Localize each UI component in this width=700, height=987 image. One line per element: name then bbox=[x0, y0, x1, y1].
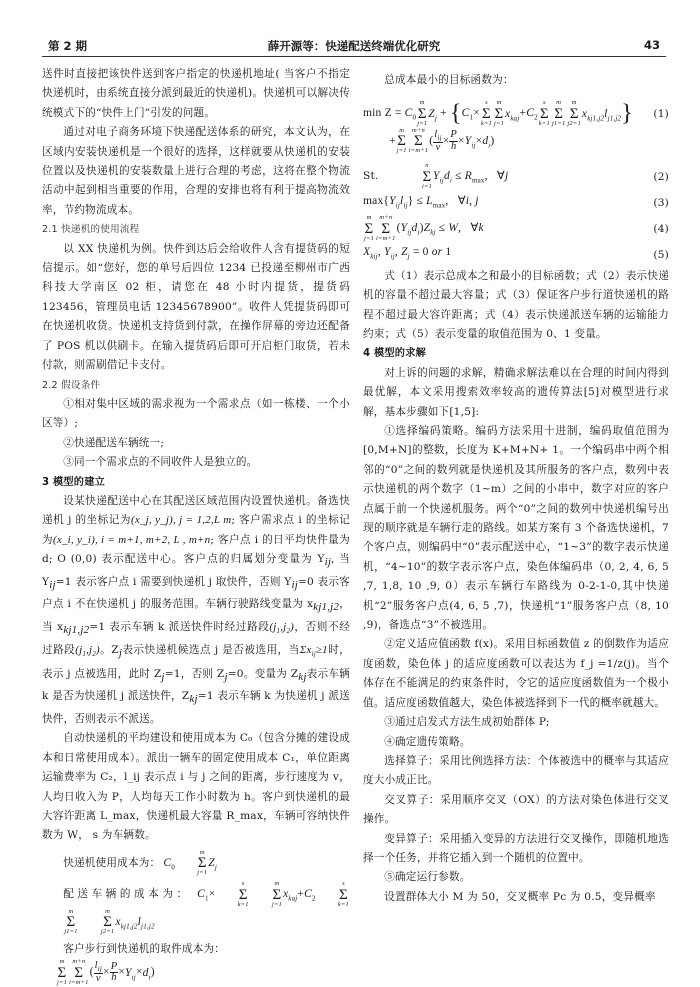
equation-number: (3) bbox=[653, 196, 669, 209]
cost-walk: 客户步行到快递机的取件成本为： bbox=[63, 943, 226, 956]
equation-2: St. n Σ i=1 $Y_{ij}d_i \le R_{max}$, ∀j (2) bbox=[363, 162, 669, 190]
equation-4: m Σ j=1 m+n Σ i=m+1 $(Y_{ij}d_i)Z_{kj} \le W$, ∀k (4) bbox=[364, 214, 669, 242]
equation-1-cont: + m Σ j=1 m+n Σ i=m+1 ( $\frac{l_{ij}}{v}$ × $\frac{P}{h}$ $\times Y_{ij}\times d_i$) bbox=[389, 126, 495, 155]
equations-explanation: 式（1）表示总成本之和最小的目标函数；式（2）表示快递机的容量不超过最大容量；式（3）保证客户步行道快递机的路程不超过最大容许距离；式（4）表示快递派送车辆的运输能力约束；式（5）表示变量的取值范围为 0、1 变量。 bbox=[363, 269, 669, 340]
coord-i: (x_i, y_i), i = m+1, m+2, L , m+n bbox=[53, 533, 211, 546]
objective-intro: 总成本最小的目标函数为： bbox=[384, 74, 514, 86]
page-number: 43 bbox=[643, 38, 660, 52]
equation-5: $X_{kij}$, $Y_{ij}$, $Z_j = 0$ or 1 (5) bbox=[363, 242, 669, 266]
paragraph: 自动快递机的平均建设和使用成本为 C₀（包含分摊的建设成本和日常使用成本）。派出一辆车的固定使用成本 C₁，单位距离运输费率为 C₂，l_ij 表示点 i 与 j 之间的距离，步行速度为 v，人均日收入为 P，人均每天工作小时数为 h。客户到快递机的最大容许距离 L_max，快递机最大容量 R_max，车辆可容纳快件数为 W， s 为车辆数。 bbox=[42, 732, 350, 842]
issue-label: 第 2 期 bbox=[48, 39, 88, 53]
step-4: ④确定遗传策略。 bbox=[384, 735, 471, 748]
assumption-2: ②快递配送车辆统一; bbox=[63, 436, 165, 449]
coord-j: (x_j, y_j), j = 1,2,L m bbox=[130, 514, 232, 527]
left-column bbox=[42, 65, 350, 987]
section-heading-2-2: 2.2 假设条件 bbox=[42, 379, 101, 391]
crossover-operator: 交叉算子：采用顺序交叉（OX）的方法对染色体进行交叉操作。 bbox=[363, 793, 669, 826]
step-5: ⑤确定运行参数。 bbox=[384, 871, 471, 884]
st-label: St. bbox=[363, 170, 379, 183]
paragraph: 送件时直接把该快件送到客户指定的快递机地址( 当客户不指定快递机时，由系统直接分派到最近的快递机)。快递机可以解决传统模式下的“快件上门”引发的问题。 bbox=[42, 68, 350, 119]
assumption-3: ③同一个需求点的不同收件人是独立的。 bbox=[63, 456, 258, 469]
cost-vehicle: 配送车辆的成本为： $C_1\times$ s Σ k=1 m Σ j=1 $x_{kaj}+C_2$ s Σ k=1 m Σ j1=1 m Σ j2=1 $x_{kj1,j2}l_{j1,j2}$ bbox=[63, 880, 349, 936]
selection-operator: 选择算子：采用比例选择方法：个体被选中的概率与其适应度大小成正比。 bbox=[363, 754, 669, 787]
paragraph: 通过对电子商务环境下快递配送体系的研究，本文认为，在区域内安装快递机是一个很好的选择，这样就要从快递机的安装位置以及快递机的安装数量上进行合理的考虑，这将在整个物流活动中起到相当重要的作用，合理的安排也将有利于提高物流效率，节约物流成本。 bbox=[42, 126, 350, 216]
equation-number: (5) bbox=[653, 248, 669, 261]
paragraph: 以 XX 快递机为例。快件到达后会给收件人含有提货码的短信提示。如“您好，您的单号后四位 1234 已投递至柳州市广西科技大学南区 02 柜，请您在 48 小时内提货，提货码 123456，管理员电话 12345678900”。收件人凭提货码即可在快递机收货。快递机支持货到付款，在操作屏幕的旁边还配备了 POS 机以供刷卡。在输入提货码后即可开启柜门取货，若未付款，则需刷借记卡支付。 bbox=[42, 242, 350, 372]
section-heading-2-1: 2.1 快递机的使用流程 bbox=[42, 224, 140, 236]
parameters: 设置群体大小 M 为 50，交叉概率 Pc 为 0.5，变异概率 bbox=[384, 890, 656, 903]
mutation-operator: 变异算子：采用插入变异的方法进行交叉操作，即随机地选择一个任务，并将它插入到一个随机的位置中。 bbox=[363, 832, 669, 864]
model-paragraph: 设某快递配送中心在其配送区域范围内设置快递机。备选快递机 j 的坐标记为(x_j, y_j), j = 1,2,L m; 客户需求点 i 的坐标记为(x_i, y_i), i = m+1, m+2, L , m+n; 客户点 i 的日平均快件量为 d; O (0,0) 表示配送中心。客户点的归属划分变量为 $Y_{ij}$, 当 $Y_{ij}=1$ 表示客户点 i 需要到快递机 j 取快件，否则 $Y_{ij}=0$ 表示客户点 i 不在快递机 j 的服务范围。车辆行驶路线变量为 $x_{kj1,j2}$，当 $x_{kj1,j2}=1$ 表示车辆 k 派送快件时经过路段$(j_1,j_2)$，否则不经过路段$(j_1,j_2)$。$Z_j$表示快递机候选点 j 是否被选用，当$\Sigma x_{ij}\ge 1$时，表示 j 点被选用，此时 $Z_j=1$，否则 $Z_j=0$。变量为 $Z_{kj}$表示车辆 k 是否为快递机 j 派送快件，$Z_{kj}=1$ 表示车辆 k 为快递机 j 派送快件，否则表示不派送。 bbox=[42, 494, 351, 725]
running-title: 薛开源等：快递配送终端优化研究 bbox=[267, 39, 441, 53]
step-2: ②定义适应值函数 f(x)。采用目标函数值 z 的倒数作为适应度函数，染色体 j 的适应度函数可以表达为 f_j =1/z(j)。当个体存在不能满足的约束条件时，令它的适应度函数值为一个极小值。适应度函数值越大，染色体被选择到下一代的概率就越大。 bbox=[363, 638, 669, 709]
equation-number: (4) bbox=[653, 222, 669, 235]
equation-3: $\max\{Y_{ij}l_{ij}\} \le L_{max}$, ∀i, j (3) bbox=[363, 191, 669, 215]
paragraph: 对上诉的问题的求解，精确求解法难以在合理的时间内得到最优解，本文采用搜索效率较高的遗传算法[5]对模型进行求解，基本步骤如下[1,5]: bbox=[363, 366, 669, 418]
step-1: ①选择编码策略。编码方法采用十进制，编码取值范围为[0,M+N]的整数，长度为 K+M+N+ 1。一个编码串中两个相邻的“0”之间的数列就是快递机及其所服务的客户点，数列中表示快递机的两个数字（1~m）之间的小串中，数字对应的客户点属于前一个快递机服务。两个“0”之间的数列中快递机编号出现的顺序就是车辆行走的路线。如某方案有 3 个备选快递机，7 个客户点，则编码中“0”表示配送中心，“1~3”的数字表示快递机，“4~10”的数字表示客户点，染色体编码串（0, 2, 4, 6, 5 ,7, 1,8, 10 ,9, 0）表示车辆行车路线为 0-2-1-0,其中快递机“2”服务客户点(4, 6, 5 ,7)，快递机“1”服务客户点（8, 10 ,9)，备选点“3”不被选用。 bbox=[363, 425, 669, 632]
equation-number: (1) bbox=[653, 108, 669, 121]
assumption-1: ①相对集中区域的需求视为一个需求点（如一栋楼、一个小区等）; bbox=[42, 397, 350, 430]
right-column bbox=[363, 65, 669, 907]
walk-cost-formula: m Σ j=1 m+n Σ i=m+1 ( $\frac{l_{ij}}{v}$ × $\frac{P}{h}$ $\times Y_{ij}\times d_i$) bbox=[57, 958, 155, 986]
section-heading-3: 3 模型的建立 bbox=[42, 476, 105, 488]
section-heading-4: 4 模型的求解 bbox=[363, 348, 426, 360]
cost-locker: 快递机使用成本为： $C_0$ m Σ j=1 $Z_j$ bbox=[63, 848, 217, 877]
equation-number: (2) bbox=[653, 171, 669, 183]
equation-1: $\min Z = C_0$ m Σ j=1 $Z_j + \{C_1\times$ s Σ k=1 m Σ j=1 $x_{kaj}+C_2$ s Σ k=1 m Σ j1=1 m Σ j2=1 $x_{kj1,j2}l_{j1,j2}$} (1) bbox=[363, 99, 669, 127]
step-3: ③通过启发式方法生成初始群体 P; bbox=[384, 716, 550, 729]
running-header bbox=[42, 36, 666, 57]
